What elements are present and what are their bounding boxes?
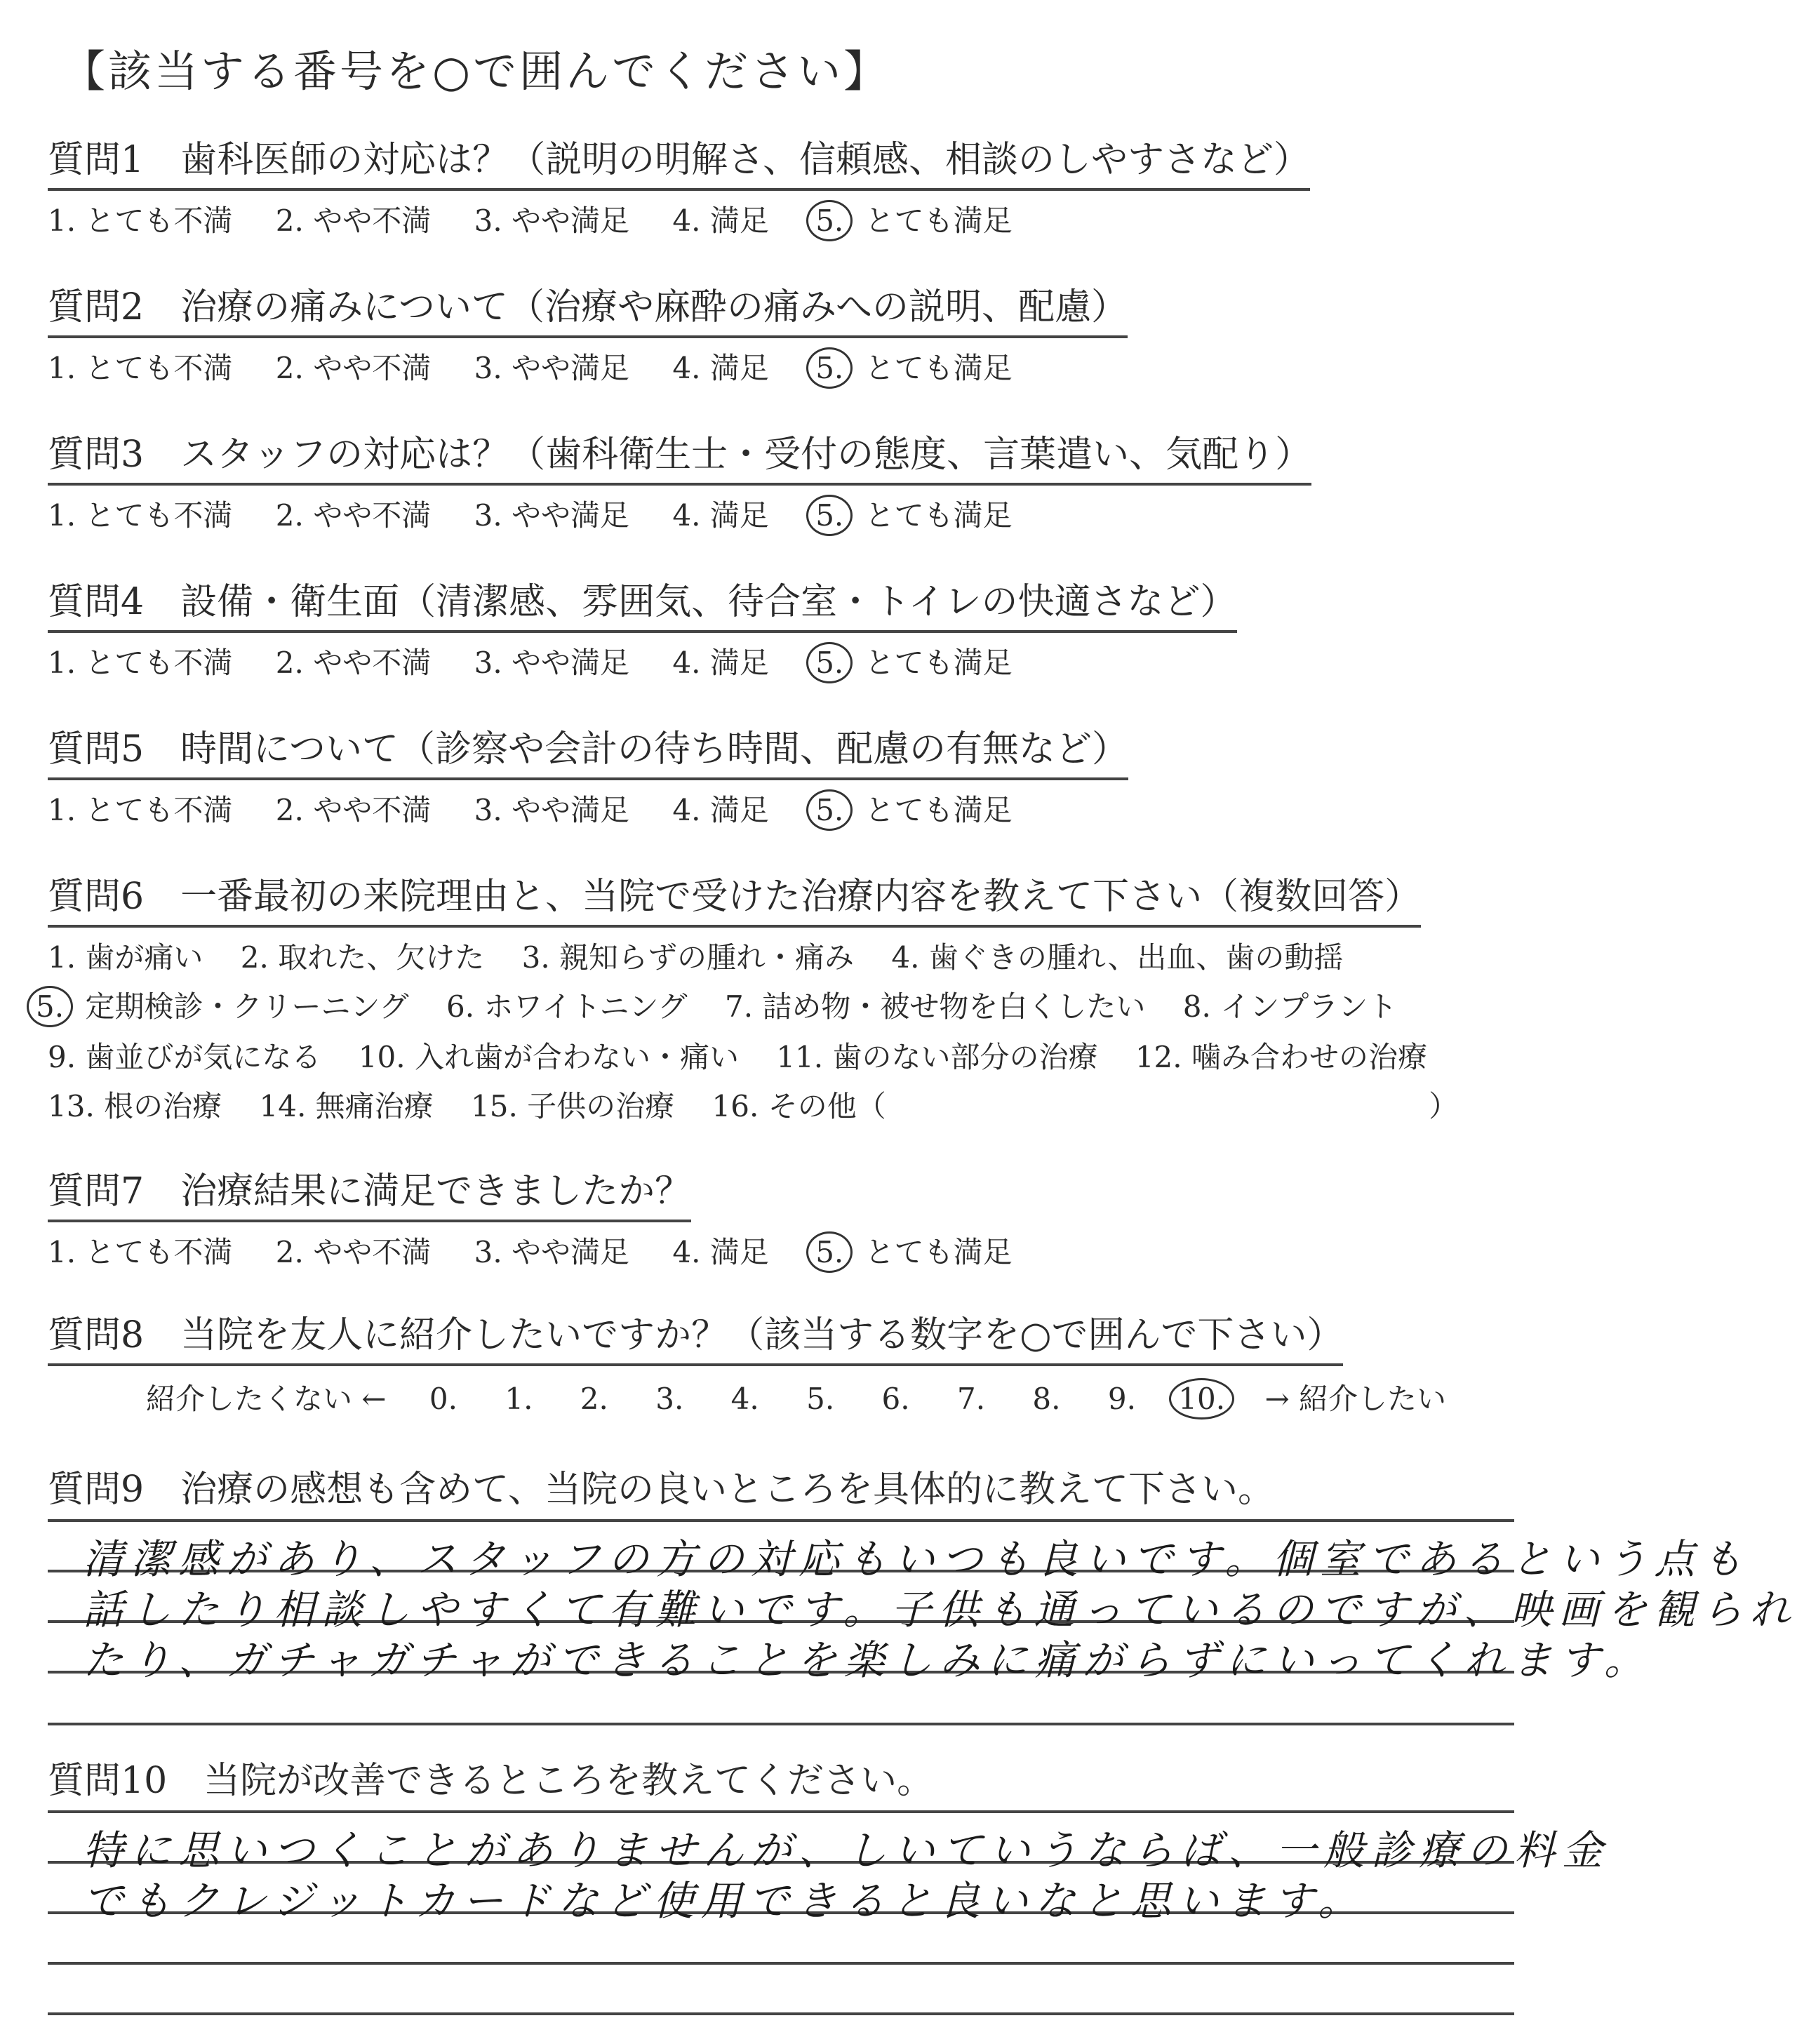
question-10 — [48, 1751, 933, 1803]
handwritten-answer-line-3: たり、ガチャガチャができることを楽しみに痛がらずにいってくれます。 — [83, 1636, 1652, 1684]
option-3[interactable]: 3. やや満足 — [474, 646, 630, 680]
question-3-options — [48, 493, 1311, 536]
question-7-label: 質問7 治療結果に満足できましたか？ — [48, 1161, 691, 1222]
question-3 — [48, 425, 1311, 536]
option-1[interactable]: 1. とても不満 — [48, 1235, 233, 1269]
option-5-circled[interactable]: 5. — [806, 1231, 853, 1273]
option-2[interactable]: 2. やや不満 — [275, 203, 432, 238]
option-2[interactable]: 2. やや不満 — [275, 351, 432, 385]
question-2 — [48, 277, 1128, 389]
question-1-label: 質問1 歯科医師の対応は？（説明の明解さ、信頼感、相談のしやすさなど） — [48, 130, 1310, 191]
q6-option-1[interactable]: 1. 歯が痛い — [48, 940, 203, 975]
q6-option-15[interactable]: 15. 子供の治療 — [471, 1089, 675, 1123]
option-4[interactable]: 4. 満足 — [672, 498, 769, 533]
q6-option-5-circled[interactable]: 5. — [27, 986, 73, 1027]
scale-8[interactable]: 8. — [1032, 1382, 1061, 1416]
question-3-label: 質問3 スタッフの対応は？（歯科衛生士・受付の態度、言葉遣い、気配り） — [48, 425, 1311, 486]
question-7 — [48, 1161, 1013, 1273]
answer-rule — [48, 2012, 1514, 2015]
question-6 — [36, 867, 1459, 1125]
scale-right-label: → 紹介したい — [1264, 1382, 1446, 1416]
scale-7[interactable]: 7. — [956, 1382, 986, 1416]
q6-option-11[interactable]: 11. 歯のない部分の治療 — [776, 1040, 1098, 1074]
handwritten-answer-line-2: でもクレジットカードなど使用できると良いなと思います。 — [83, 1877, 1366, 1925]
option-5-label: とても満足 — [864, 793, 1013, 827]
page-title: 【該当する番号を○で囲んでください】 — [62, 46, 890, 97]
question-8 — [48, 1305, 1446, 1420]
q6-option-3[interactable]: 3. 親知らずの腫れ・痛み — [521, 940, 855, 975]
option-4[interactable]: 4. 満足 — [672, 646, 769, 680]
question-1-options — [48, 198, 1310, 241]
option-5-circled[interactable]: 5. — [806, 200, 853, 241]
answer-rule — [48, 1810, 1514, 1813]
q6-option-14[interactable]: 14. 無痛治療 — [259, 1089, 434, 1123]
option-5-label: とても満足 — [864, 203, 1013, 238]
question-6-row-3 — [48, 1034, 1458, 1076]
q6-option-16[interactable]: 16. その他（ — [712, 1089, 886, 1123]
question-8-label: 質問8 当院を友人に紹介したいですか？（該当する数字を○で囲んで下さい） — [48, 1305, 1343, 1366]
option-4[interactable]: 4. 満足 — [672, 351, 769, 385]
option-3[interactable]: 3. やや満足 — [474, 351, 630, 385]
question-5-options — [48, 787, 1128, 831]
option-5-circled[interactable]: 5. — [806, 495, 853, 536]
question-6-row-2 — [27, 984, 1458, 1027]
option-3[interactable]: 3. やや満足 — [474, 203, 630, 238]
option-3[interactable]: 3. やや満足 — [474, 498, 630, 533]
option-2[interactable]: 2. やや不満 — [275, 1235, 432, 1269]
question-10-answer-area[interactable] — [48, 1810, 1610, 2021]
handwritten-answer-line-1: 特に思いつくことがありませんが、しいていうならば、一般診療の料金 — [83, 1826, 1610, 1874]
q6-option-9[interactable]: 9. 歯並びが気になる — [48, 1040, 321, 1074]
scale-4[interactable]: 4. — [730, 1382, 759, 1416]
q6-option-12[interactable]: 12. 噛み合わせの治療 — [1135, 1040, 1427, 1074]
question-1 — [48, 130, 1310, 241]
option-1[interactable]: 1. とても不満 — [48, 646, 233, 680]
answer-rule — [48, 1723, 1514, 1725]
option-4[interactable]: 4. 満足 — [672, 1235, 769, 1269]
q6-option-16-close: ） — [1429, 1089, 1459, 1123]
question-9-label: 質問9 治療の感想も含めて、当院の良いところを具体的に教えて下さい。 — [48, 1469, 1275, 1511]
q6-option-10[interactable]: 10. 入れ歯が合わない・痛い — [358, 1040, 739, 1074]
question-9-answer-area[interactable] — [48, 1519, 1797, 1723]
question-10-label: 質問10 当院が改善できるところを教えてください。 — [48, 1760, 934, 1802]
option-2[interactable]: 2. やや不満 — [275, 793, 432, 827]
option-3[interactable]: 3. やや満足 — [474, 793, 630, 827]
question-4-options — [48, 640, 1237, 683]
question-5-label: 質問5 時間について（診察や会計の待ち時間、配慮の有無など） — [48, 719, 1128, 780]
scale-5[interactable]: 5. — [806, 1382, 835, 1416]
option-3[interactable]: 3. やや満足 — [474, 1235, 630, 1269]
option-2[interactable]: 2. やや不満 — [275, 498, 432, 533]
option-5-circled[interactable]: 5. — [806, 789, 853, 831]
q6-option-7[interactable]: 7. 詰め物・被せ物を白くしたい — [724, 989, 1146, 1024]
handwritten-answer-line-1: 清潔感があり、スタッフの方の対応もいつも良いです。個室であるという点も — [83, 1535, 1750, 1583]
q6-option-5-label: 定期検診・クリーニング — [85, 989, 409, 1024]
q6-option-13[interactable]: 13. 根の治療 — [48, 1089, 222, 1123]
scale-1[interactable]: 1. — [505, 1382, 533, 1416]
q6-option-2[interactable]: 2. 取れた、欠けた — [240, 940, 485, 975]
scale-3[interactable]: 3. — [655, 1382, 684, 1416]
question-4-label: 質問4 設備・衛生面（清潔感、雰囲気、待合室・トイレの快適さなど） — [48, 572, 1237, 633]
option-4[interactable]: 4. 満足 — [672, 793, 769, 827]
scale-9[interactable]: 9. — [1107, 1382, 1136, 1416]
scale-0[interactable]: 0. — [429, 1382, 457, 1416]
handwritten-answer-line-2: 話したり相談しやすくて有難いです。子供も通っているのですが、映画を観られ — [83, 1586, 1797, 1634]
option-5-label: とても満足 — [864, 646, 1013, 680]
question-7-options — [48, 1229, 1013, 1273]
question-2-label: 質問2 治療の痛みについて（治療や麻酔の痛みへの説明、配慮） — [48, 277, 1128, 338]
option-2[interactable]: 2. やや不満 — [275, 646, 432, 680]
option-5-label: とても満足 — [864, 351, 1013, 385]
scale-6[interactable]: 6. — [881, 1382, 910, 1416]
question-5 — [48, 719, 1128, 831]
question-8-scale — [146, 1376, 1446, 1420]
question-6-row-4 — [48, 1083, 1458, 1125]
option-1[interactable]: 1. とても不満 — [48, 793, 233, 827]
question-6-row-1 — [48, 935, 1458, 977]
scale-10-circled[interactable]: 10. — [1169, 1378, 1234, 1420]
q6-option-8[interactable]: 8. インプラント — [1182, 989, 1398, 1024]
option-1[interactable]: 1. とても不満 — [48, 203, 233, 238]
question-6-label: 質問6 一番最初の来院理由と、当院で受けた治療内容を教えて下さい（複数回答） — [48, 867, 1421, 928]
q6-option-6[interactable]: 6. ホワイトニング — [446, 989, 688, 1024]
option-1[interactable]: 1. とても不満 — [48, 351, 233, 385]
answer-rule — [48, 1962, 1514, 1965]
scale-left-label: 紹介したくない ← — [146, 1382, 387, 1416]
answer-rule — [48, 1519, 1514, 1522]
option-5-label: とても満足 — [864, 1235, 1013, 1269]
option-5-circled[interactable]: 5. — [806, 642, 853, 683]
question-2-options — [48, 345, 1128, 389]
option-5-label: とても満足 — [864, 498, 1013, 533]
q6-option-4[interactable]: 4. 歯ぐきの腫れ、出血、歯の動揺 — [891, 940, 1344, 975]
question-4 — [48, 572, 1237, 683]
option-5-circled[interactable]: 5. — [806, 347, 853, 389]
option-1[interactable]: 1. とても不満 — [48, 498, 233, 533]
question-9 — [48, 1459, 1274, 1512]
scale-2[interactable]: 2. — [580, 1382, 608, 1416]
option-4[interactable]: 4. 満足 — [672, 203, 769, 238]
